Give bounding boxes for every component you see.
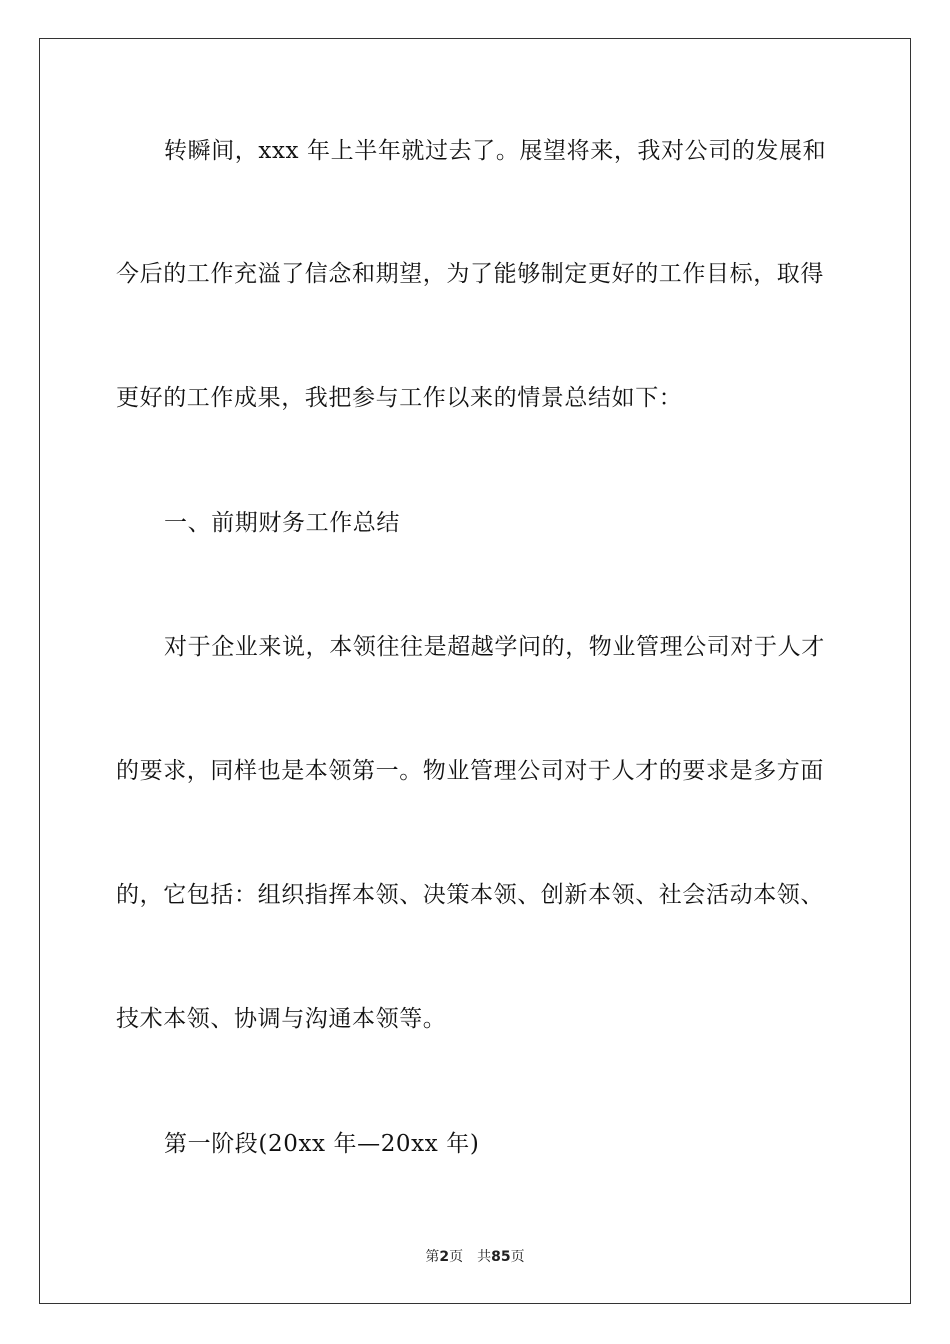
footer-total-suffix: 页 bbox=[510, 1249, 525, 1265]
paragraph-line-1: 转瞬间，xxx 年上半年就过去了。展望将来，我对公司的发展和 bbox=[164, 138, 827, 164]
footer-page-number: 2 bbox=[439, 1249, 450, 1265]
footer-page-suffix: 页 bbox=[449, 1249, 464, 1265]
footer-page-prefix: 第 bbox=[425, 1249, 440, 1265]
paragraph-line-3: 更好的工作成果，我把参与工作以来的情景总结如下： bbox=[116, 385, 683, 411]
footer-total-pages: 85 bbox=[491, 1249, 511, 1265]
page-footer bbox=[0, 1248, 950, 1266]
paragraph-line-4: 对于企业来说，本领往往是超越学问的，物业管理公司对于人才 bbox=[164, 634, 825, 660]
stage-heading: 第一阶段(20xx 年—20xx 年) bbox=[164, 1131, 480, 1157]
page-border bbox=[39, 38, 911, 1304]
paragraph-line-5: 的要求，同样也是本领第一。物业管理公司对于人才的要求是多方面 bbox=[116, 758, 824, 784]
section-heading: 一、前期财务工作总结 bbox=[164, 510, 400, 536]
footer-total-prefix: 共 bbox=[477, 1249, 492, 1265]
paragraph-line-6: 的，它包括：组织指挥本领、决策本领、创新本领、社会活动本领、 bbox=[116, 882, 824, 908]
paragraph-line-7: 技术本领、协调与沟通本领等。 bbox=[116, 1006, 447, 1032]
paragraph-line-2: 今后的工作充溢了信念和期望，为了能够制定更好的工作目标，取得 bbox=[116, 261, 824, 287]
